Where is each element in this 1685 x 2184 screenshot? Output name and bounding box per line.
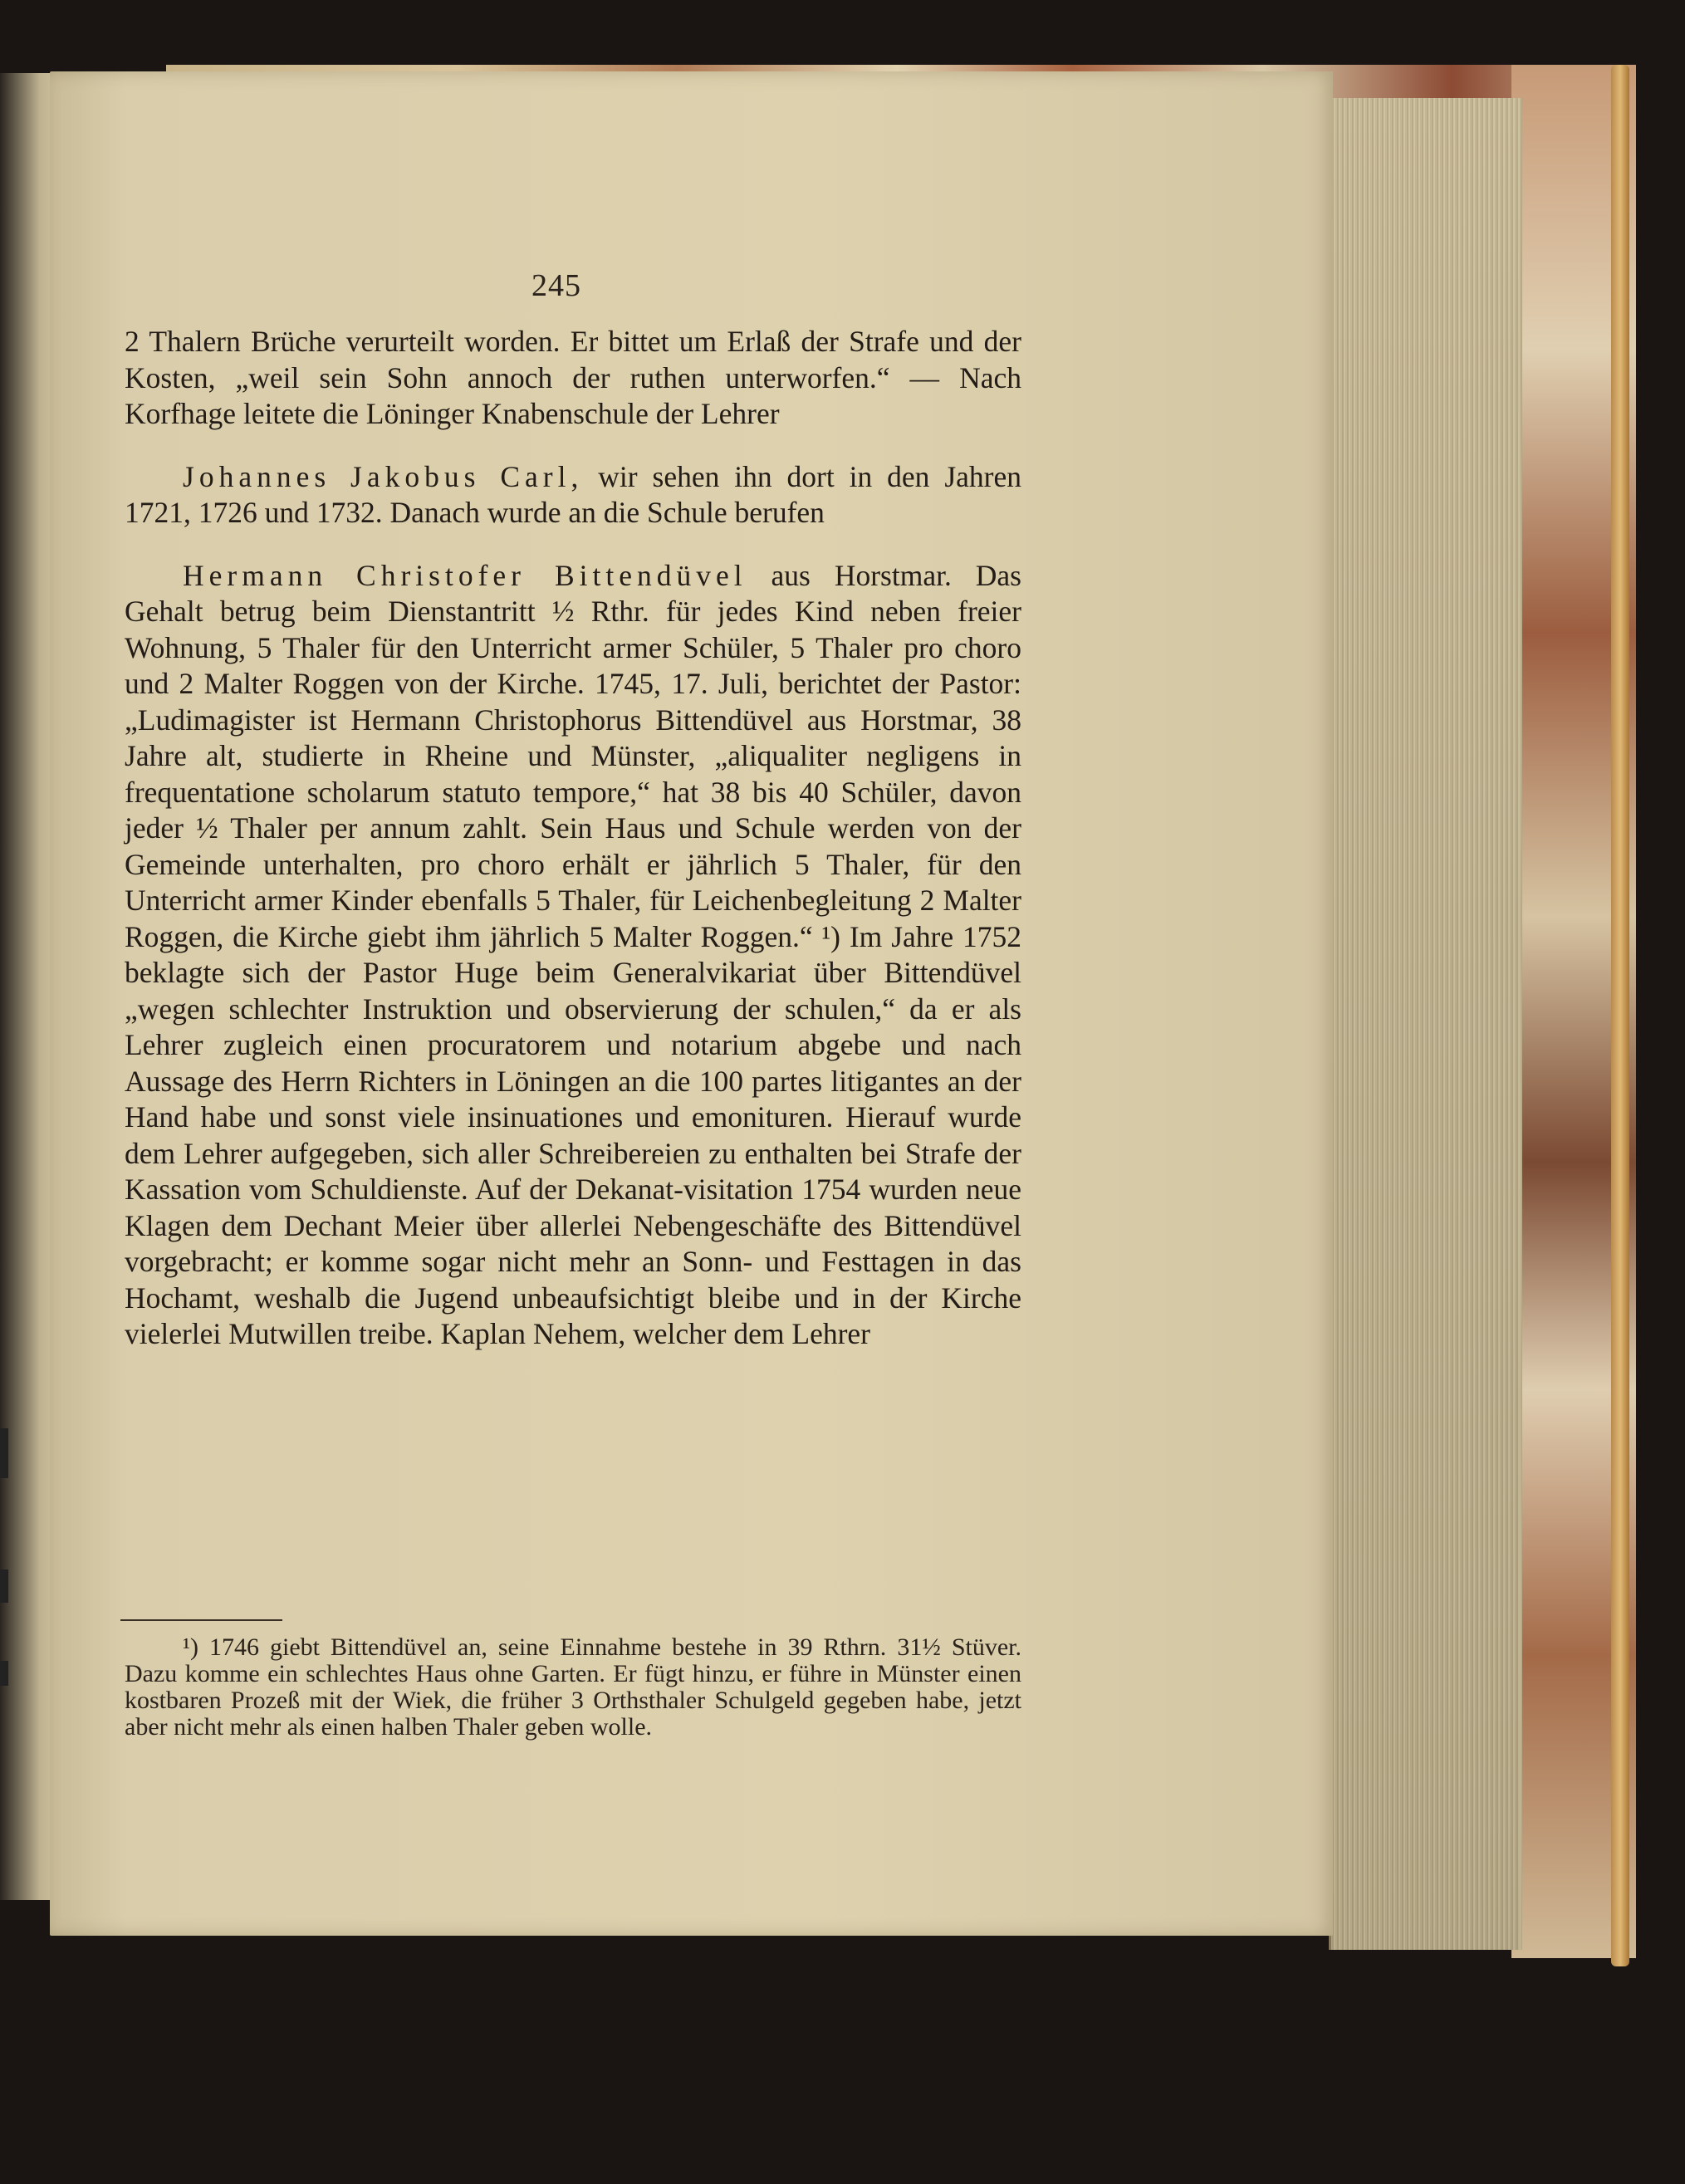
footnote-text: ¹) 1746 giebt Bittendüvel an, seine Einnahme bestehe in 39 Rthrn. 31½ Stüver. Dazu komme ein schlechtes Haus ohne Garten. Er fügt hinzu, er führe in Münster einen kostbaren Prozeß mit der Wiek, die früher 3 Orthsthaler Schulgeld gegeben habe, jetzt aber nicht mehr als einen halben Thaler geben wolle.: [125, 1633, 1021, 1741]
page-mark: [0, 1569, 8, 1603]
paragraph-text: aus Horstmar. Das Gehalt betrug beim Dienstantritt ½ Rthr. für jedes Kind neben freier Wohnung, 5 Thaler für den Unterricht armer Schüler, 5 Thaler pro choro und 2 Malter Roggen von der Kirche. 1745, 17. Juli, berichtet der Pastor: „Ludimagister ist Hermann Christophorus Bittendüvel aus Horstmar, 38 Jahre alt, studierte in Rheine und Münster, „aliqualiter negligens in frequentatione scholarum statuto tempore,“ hat 38 bis 40 Schüler, davon jeder ½ Thaler per annum zahlt. Sein Haus und Schule werden von der Gemeinde unterhalten, pro choro erhält er jährlich 5 Thaler, für den Unterricht armer Kinder ebenfalls 5 Thaler, für Leichenbegleitung 2 Malter Roggen, die Kirche giebt ihm jährlich 5 Malter Roggen.“ ¹) Im Jahre 1752 beklagte sich der Pastor Huge beim Generalvikariat über Bittendüvel „wegen schlechter Instruktion und observierung der schulen,“ da er als Lehrer zugleich einen procuratorem und notarium abgebe und nach Aussage des Herrn Richters in Löningen an die 100 partes litigantes an der Hand habe und sonst viele insinuationes und emonituren. Hierauf wurde dem Lehrer aufgegeben, sich aller Schreibereien zu enthalten bei Strafe der Kassation vom Schuldienste. Auf der Dekanat-visitation 1754 wurden neue Klagen dem Dechant Meier über allerlei Nebengeschäfte des Bittendüvel vorgebracht; er komme sogar nicht mehr an Sonn- und Festtagen in das Hochamt, weshalb die Jugend unbeaufsichtigt bleibe und in der Kirche vielerlei Mutwillen treibe. Kaplan Nehem, welcher dem Lehrer: [125, 558, 1021, 1350]
left-page-marks: [0, 1412, 17, 1827]
footnote: [125, 1634, 1021, 1741]
body-text: [125, 324, 1021, 1353]
paragraph: [125, 558, 1021, 1353]
page-number: 245: [531, 268, 581, 303]
footnote-rule: [120, 1619, 282, 1621]
page-mark: [0, 1428, 8, 1478]
person-name: Hermann Christofer Bittendüvel: [183, 558, 747, 592]
paragraph: [125, 324, 1021, 433]
page-block-shade: [1329, 98, 1520, 1950]
book-spine-edge: [1611, 65, 1629, 1966]
paragraph: [125, 459, 1021, 531]
page-mark: [0, 1661, 8, 1686]
paragraph-text: wir sehen ihn dort in den Jahren 1721, 1726 und 1732. Danach wurde an die Schule berufen: [125, 459, 1021, 529]
person-name: Johannes Jakobus Carl,: [183, 459, 584, 493]
paragraph-text: 2 Thalern Brüche verurteilt worden. Er bittet um Erlaß der Strafe und der Kosten, „weil sein Sohn annoch der ruthen unterworfen.“ — Nach Korfhage leitete die Löninger Knabenschule der Lehrer: [125, 325, 1021, 430]
